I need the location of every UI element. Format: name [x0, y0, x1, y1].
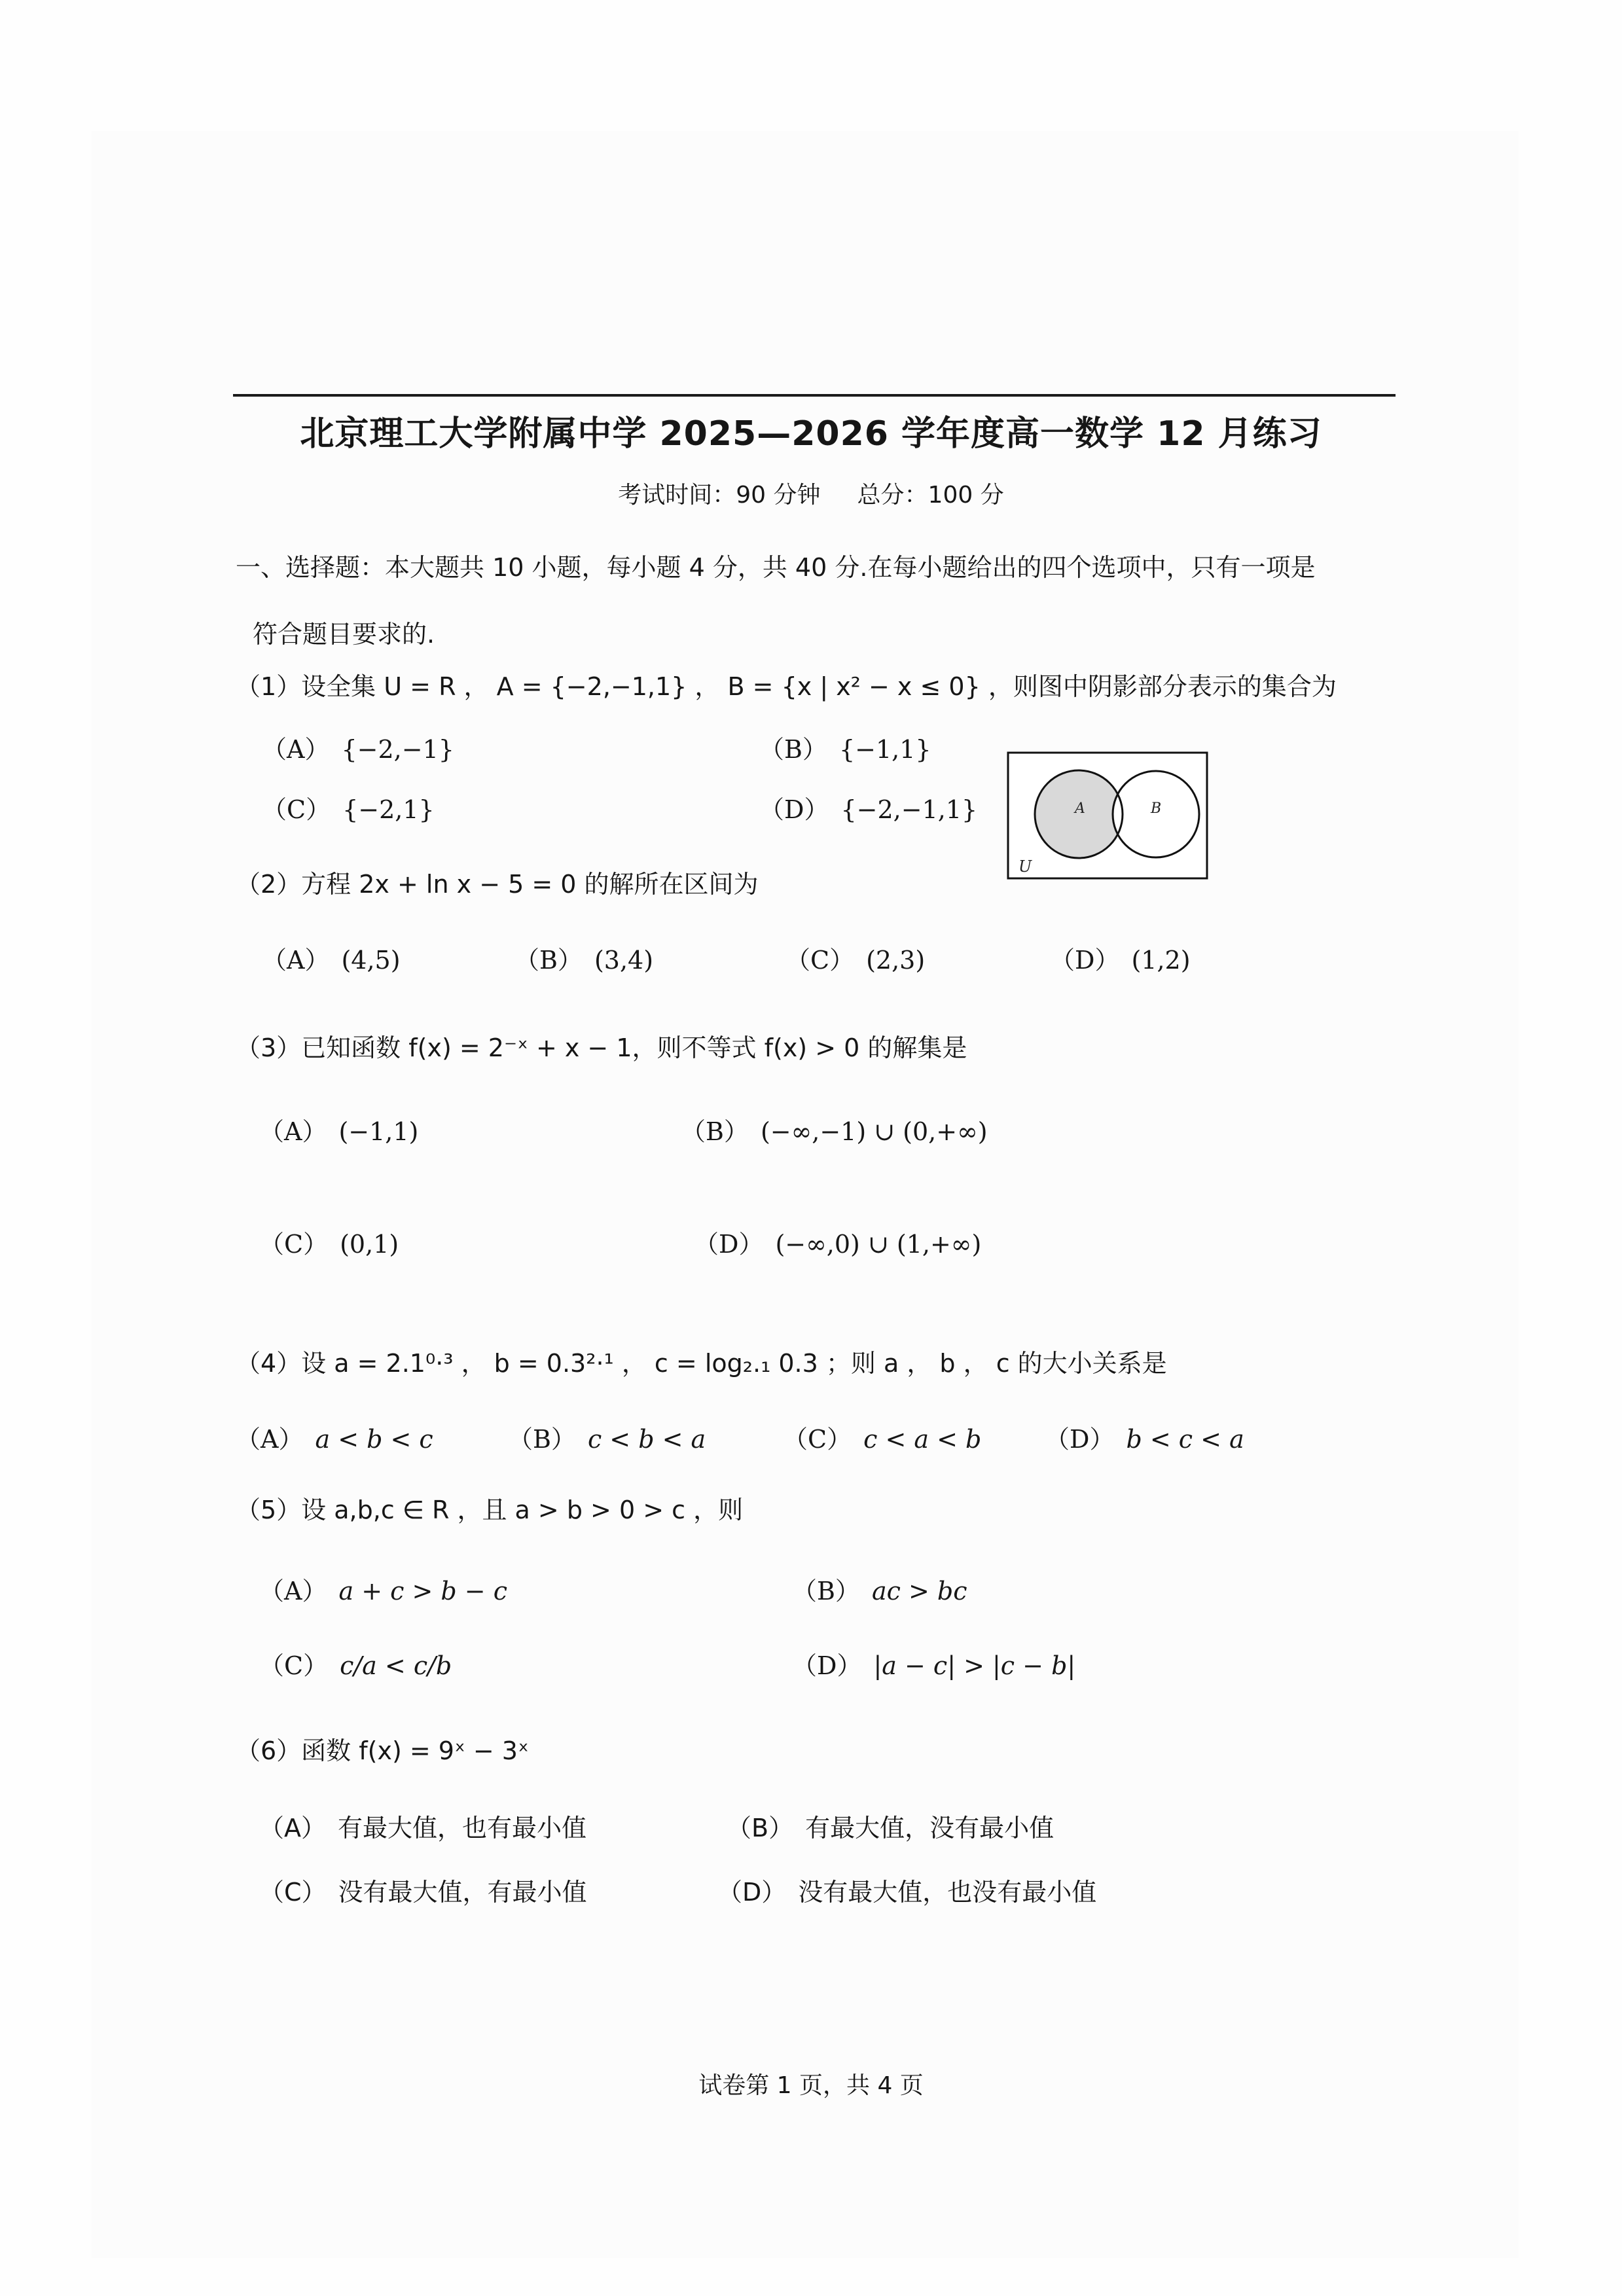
q1-option-a[interactable]: （A） {−2,−1}: [262, 735, 454, 764]
exam-title: 北京理工大学附属中学 2025—2026 学年度高一数学 12 月练习: [300, 414, 1322, 454]
q4-option-d[interactable]: （D） b < c < a: [1045, 1425, 1244, 1454]
question-1-stem: （1）设全集 U = R ， A = {−2,−1,1} ， B = {x | x² − x ≤ 0} ，则图中阴影部分表示的集合为: [236, 672, 1337, 701]
section-instructions-line2: 符合题目要求的.: [253, 620, 435, 649]
q3-option-a[interactable]: （A） (−1,1): [259, 1117, 419, 1146]
q5-option-d[interactable]: （D） |a − c| > |c − b|: [792, 1651, 1076, 1680]
section-instructions-line1: 一、选择题：本大题共 10 小题，每小题 4 分，共 40 分.在每小题给出的四个选项中，只有一项是: [236, 553, 1316, 582]
q6-option-b[interactable]: （B） 有最大值，没有最小值: [727, 1814, 1054, 1842]
q2-option-c[interactable]: （C） (2,3): [785, 946, 926, 975]
question-3-stem: （3）已知函数 f(x) = 2⁻ˣ + x − 1，则不等式 f(x) > 0 的解集是: [236, 1033, 967, 1062]
q6-option-a[interactable]: （A） 有最大值，也有最小值: [259, 1814, 587, 1842]
q6-option-c[interactable]: （C） 没有最大值，有最小值: [259, 1878, 587, 1907]
venn-diagram: [1007, 751, 1210, 881]
question-2-stem: （2）方程 2x + ln x − 5 = 0 的解所在区间为: [236, 870, 759, 899]
q3-option-c[interactable]: （C） (0,1): [259, 1230, 399, 1259]
q5-option-c[interactable]: （C） c/a < c/b: [259, 1651, 452, 1680]
set-b-label: B: [1151, 800, 1162, 817]
q2-option-b[interactable]: （B） (3,4): [514, 946, 654, 975]
question-6-stem: （6）函数 f(x) = 9ˣ − 3ˣ: [236, 1736, 529, 1765]
q3-option-b[interactable]: （B） (−∞,−1) ∪ (0,+∞): [681, 1117, 988, 1146]
universe-label: U: [1018, 857, 1032, 876]
header-rule: [233, 394, 1396, 397]
exam-time: 考试时间：90 分钟: [618, 482, 821, 509]
q1-option-c[interactable]: （C） {−2,1}: [262, 795, 435, 824]
q2-option-a[interactable]: （A） (4,5): [262, 946, 401, 975]
q5-option-a[interactable]: （A） a + c > b − c: [259, 1577, 507, 1605]
q3-option-d[interactable]: （D） (−∞,0) ∪ (1,+∞): [694, 1230, 982, 1259]
exam-info: [0, 476, 1622, 510]
q4-option-b[interactable]: （B） c < b < a: [508, 1425, 706, 1454]
q1-option-d[interactable]: （D） {−2,−1,1}: [759, 795, 978, 824]
question-5-stem: （5）设 a,b,c ∈ R ，且 a > b > 0 > c ，则: [236, 1496, 744, 1524]
q5-option-b[interactable]: （B） ac > bc: [792, 1577, 967, 1605]
page-number: 试卷第 1 页，共 4 页: [698, 2072, 924, 2099]
q1-option-b[interactable]: （B） {−1,1}: [759, 735, 931, 764]
q2-option-d[interactable]: （D） (1,2): [1050, 946, 1191, 975]
q4-option-a[interactable]: （A） a < b < c: [236, 1425, 433, 1454]
set-a-label: A: [1075, 800, 1085, 817]
question-4-stem: （4）设 a = 2.1⁰·³ ， b = 0.3²·¹ ， c = log₂.₁ 0.3 ；则 a ， b ， c 的大小关系是: [236, 1349, 1167, 1378]
q4-option-c[interactable]: （C） c < a < b: [783, 1425, 982, 1454]
q6-option-d[interactable]: （D） 没有最大值，也没有最小值: [717, 1878, 1097, 1907]
total-score: 总分：100 分: [857, 482, 1004, 509]
